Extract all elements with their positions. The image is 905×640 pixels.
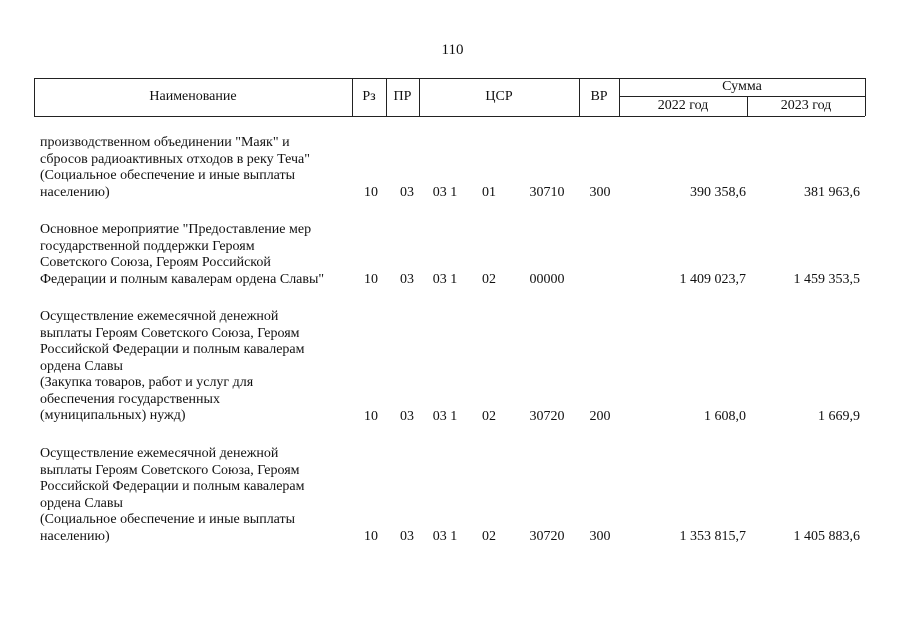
header-name: Наименование [149,89,237,104]
row-sum-2022: 1 353 815,7 [679,528,746,544]
row-pr: 03 [400,184,414,200]
header-year-2022: 2022 год [657,98,709,113]
row-name: Осуществление ежемесячной денежной выплаты Героям Советского Союза, Героям Российской Федерации и полным кавалерам ордена Славы (Социальное обеспечение и иные выплаты населению) [40,446,305,544]
row-vr: 200 [589,408,611,424]
row-sum-2023: 1 669,9 [818,408,860,424]
row-sum-2023: 1 459 353,5 [793,271,860,287]
row-name: производственном объединении "Маяк" и сбросов радиоактивных отходов в реку Теча" (Социальное обеспечение и иные выплаты населению) [40,135,310,200]
row-csr-program: 03 1 [432,528,458,544]
table-row [0,222,905,288]
row-csr-program: 03 1 [432,271,458,287]
row-csr-event: 02 [482,271,496,287]
row-csr-code: 30720 [529,408,565,424]
table-row [0,446,905,545]
header-pr: ПР [393,89,412,104]
row-csr-event: 02 [482,528,496,544]
row-pr: 03 [400,528,414,544]
row-name: Основное мероприятие "Предоставление мер государственной поддержки Героям Советского Союза, Героям Российской Федерации и полным кавалерам ордена Славы" [40,222,325,287]
row-sum-2022: 1 409 023,7 [679,271,746,287]
row-pr: 03 [400,408,414,424]
row-rz: 10 [364,408,378,424]
row-csr-code: 00000 [529,271,565,287]
row-csr-program: 03 1 [432,408,458,424]
row-csr-event: 01 [482,184,496,200]
page-number: 110 [441,42,464,58]
row-rz: 10 [364,528,378,544]
row-sum-2023: 381 963,6 [804,184,860,200]
table-header [34,78,865,116]
row-rz: 10 [364,271,378,287]
row-csr-event: 02 [482,408,496,424]
row-sum-2022: 390 358,6 [690,184,746,200]
table-row [0,309,905,425]
row-csr-program: 03 1 [432,184,458,200]
row-rz: 10 [364,184,378,200]
header-sum: Сумма [722,79,762,94]
row-csr-code: 30710 [529,184,565,200]
header-rz: Рз [362,89,376,104]
header-csr: ЦСР [485,89,513,104]
row-pr: 03 [400,271,414,287]
header-vr: ВР [590,89,608,104]
row-name: Осуществление ежемесячной денежной выплаты Героям Советского Союза, Героям Российской Федерации и полным кавалерам ордена Славы (Закупка товаров, работ и услуг для обеспечения государственных (муниципальных) нужд) [40,309,305,423]
row-vr: 300 [589,184,611,200]
header-year-2023: 2023 год [780,98,832,113]
table-row [0,135,905,201]
row-csr-code: 30720 [529,528,565,544]
row-vr: 300 [589,528,611,544]
row-sum-2023: 1 405 883,6 [793,528,860,544]
row-sum-2022: 1 608,0 [704,408,746,424]
